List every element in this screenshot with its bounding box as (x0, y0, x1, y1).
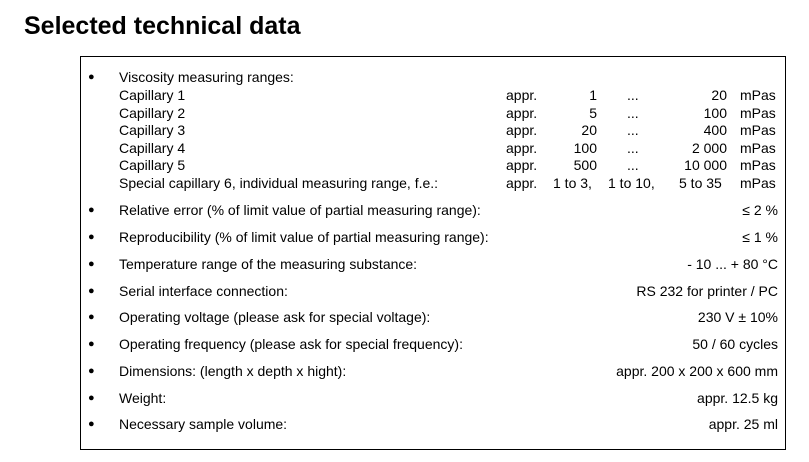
capillary-from: 1 (589, 87, 597, 103)
capillary-dots: ... (627, 104, 639, 121)
bullet-icon: ● (88, 231, 95, 243)
viscosity-label: Viscosity measuring ranges: (119, 69, 294, 85)
spec-value: appr. 200 x 200 x 600 mm (616, 363, 778, 379)
capillary-appr: appr. (506, 139, 538, 156)
bullet-icon: ● (88, 392, 95, 404)
spec-label: Reproducibility (% of limit value of partial measuring range): (119, 229, 489, 245)
spec-value: 230 V ± 10% (697, 309, 778, 325)
bullet-icon: ● (88, 258, 95, 270)
capillary-unit: mPas (740, 157, 776, 173)
bullet-icon: ● (88, 365, 95, 377)
capillary-to: 2 000 (691, 139, 727, 156)
capillary-name: Capillary 5 (119, 157, 186, 173)
capillary-appr: appr. (506, 157, 538, 173)
capillary-row (81, 105, 785, 123)
spec-value: appr. 25 ml (708, 416, 778, 432)
capillary-name: Capillary 3 (119, 122, 186, 138)
bullet-icon: ● (88, 338, 95, 350)
spec-label: Weight: (119, 390, 167, 406)
spec-label: Dimensions: (length x depth x hight): (119, 363, 347, 379)
capillary-appr: appr. (506, 87, 538, 103)
capillary-dots: ... (627, 157, 639, 173)
capillary-appr: appr. (506, 122, 538, 138)
capillary-name: Capillary 4 (119, 139, 186, 156)
technical-data-box (80, 56, 786, 450)
spec-label: Necessary sample volume: (119, 416, 288, 432)
capillary-name: Capillary 1 (119, 87, 186, 103)
bullet-icon: ● (88, 311, 95, 323)
capillary-dots: ... (627, 122, 639, 138)
capillary-unit: mPas (740, 122, 776, 138)
capillary-appr: appr. (506, 104, 538, 121)
capillary-row (81, 122, 785, 140)
spec-label: Operating voltage (please ask for special voltage): (119, 309, 431, 325)
spec-value: - 10 ... + 80 °C (687, 256, 778, 272)
capillary-unit: mPas (740, 87, 776, 103)
capillary-unit: mPas (740, 139, 776, 156)
spec-label: Temperature range of the measuring substance: (119, 256, 418, 272)
capillary-row (81, 157, 785, 175)
capillary-to: 10 000 (684, 157, 727, 173)
capillary-from: 100 (573, 139, 597, 156)
spec-label: Serial interface connection: (119, 283, 288, 299)
spec-value: ≤ 2 % (742, 202, 778, 218)
special-range-c: 5 to 35 (679, 174, 722, 191)
spec-label: Operating frequency (please ask for special frequency): (119, 336, 463, 352)
bullet-icon: ● (88, 71, 95, 83)
special-capillary-row (81, 175, 785, 193)
capillary-from: 20 (581, 122, 597, 138)
capillary-dots: ... (627, 139, 639, 156)
capillary-from: 5 (589, 104, 597, 121)
capillary-to: 20 (711, 87, 727, 103)
capillary-row (81, 87, 785, 105)
bullet-icon: ● (88, 204, 95, 216)
bullet-icon: ● (88, 285, 95, 297)
spec-value: appr. 12.5 kg (697, 390, 778, 406)
capillary-unit: mPas (740, 104, 776, 121)
special-range-a: 1 to 3, (553, 174, 592, 191)
special-capillary-name: Special capillary 6, individual measuring range, f.e.: (119, 174, 439, 191)
bullet-icon: ● (88, 418, 95, 430)
capillary-name: Capillary 2 (119, 104, 186, 121)
special-capillary-appr: appr. (506, 174, 538, 191)
page-title: Selected technical data (24, 12, 301, 40)
capillary-dots: ... (627, 87, 639, 103)
capillary-from: 500 (573, 157, 597, 173)
spec-value: ≤ 1 % (742, 229, 778, 245)
spec-value: RS 232 for printer / PC (636, 283, 778, 299)
special-capillary-unit: mPas (740, 174, 776, 191)
capillary-to: 400 (703, 122, 727, 138)
capillary-to: 100 (703, 104, 727, 121)
spec-value: 50 / 60 cycles (692, 336, 778, 352)
capillary-row (81, 140, 785, 158)
spec-label: Relative error (% of limit value of partial measuring range): (119, 202, 481, 218)
special-range-b: 1 to 10, (608, 174, 655, 191)
